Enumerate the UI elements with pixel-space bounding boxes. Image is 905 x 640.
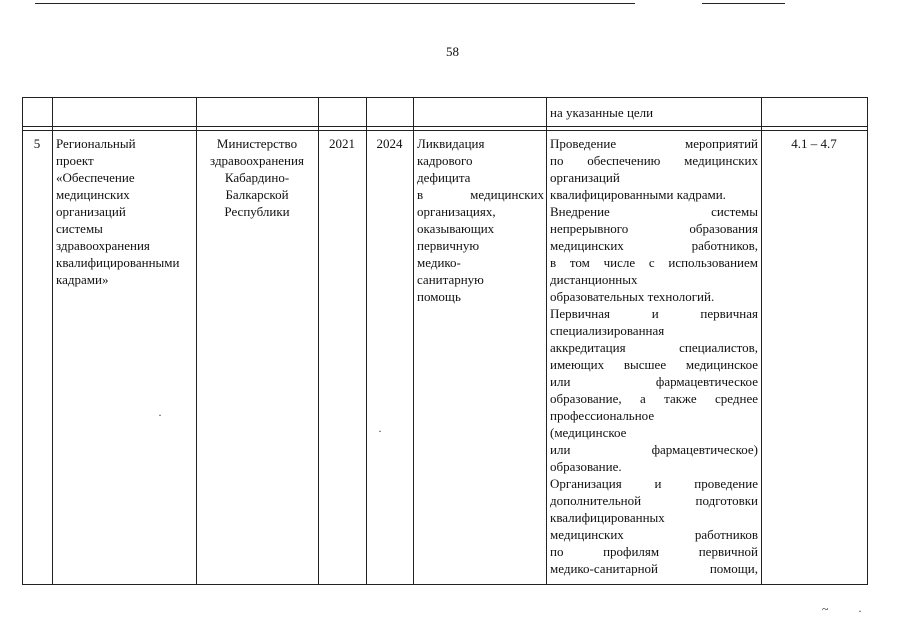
prev-row-measures-tail: на указанные цели <box>550 105 654 120</box>
text-line: помощь <box>417 289 461 304</box>
text-line: в том числе с использованием <box>550 255 758 270</box>
col-line <box>761 97 762 585</box>
table-border-bottom <box>22 584 868 585</box>
text-line: (медицинское <box>550 425 627 440</box>
start-year: 2021 <box>329 136 355 151</box>
col-line <box>867 97 868 585</box>
text-line: непрерывного образования <box>550 221 758 236</box>
text-line: кадрового <box>417 153 473 168</box>
text-line: медико- <box>417 255 461 270</box>
goal-text <box>417 135 544 305</box>
col-line <box>366 97 367 585</box>
scan-speck: ~ <box>822 602 829 616</box>
scan-speck: · <box>158 408 162 422</box>
page-number: 58 <box>446 44 459 59</box>
table-row-divider-inner <box>22 130 868 131</box>
text-line: аккредитация специалистов, <box>550 340 758 355</box>
text-line: «Обеспечение <box>56 170 135 185</box>
col-line <box>196 97 197 585</box>
table-border-top <box>22 97 868 98</box>
col-line <box>546 97 547 585</box>
text-line: проект <box>56 153 94 168</box>
row-number: 5 <box>33 136 41 151</box>
text-line: медицинских <box>56 187 130 202</box>
text-line: квалифицированными <box>56 255 180 270</box>
text-line: Кабардино- <box>224 170 290 185</box>
col-line <box>22 97 23 585</box>
text-line: медицинских работников, <box>550 238 758 253</box>
text-line: Первичная и первичная <box>550 306 758 321</box>
text-line: или фармацевтическое <box>550 374 758 389</box>
table-row-divider <box>22 126 868 127</box>
text-line: образовательных технологий. <box>550 289 715 304</box>
text-line: по профилям первичной <box>550 544 758 559</box>
project-name <box>56 135 194 288</box>
top-rule-left <box>35 3 635 4</box>
col-line <box>52 97 53 585</box>
text-line: системы <box>56 221 103 236</box>
text-line: медико-санитарной помощи, <box>550 561 758 576</box>
text-line: оказывающих <box>417 221 495 236</box>
responsible-executor <box>198 135 316 220</box>
text-line: имеющих высшее медицинское <box>550 357 758 372</box>
text-line: Республики <box>224 204 290 219</box>
col-line <box>413 97 414 585</box>
text-line: специализированная <box>550 323 665 338</box>
measures-text <box>550 135 758 577</box>
text-line: Проведение мероприятий <box>550 136 758 151</box>
text-line: дополнительной подготовки <box>550 493 758 508</box>
text-line: дефицита <box>417 170 471 185</box>
scan-speck: · <box>378 424 382 438</box>
text-line: санитарную <box>417 272 484 287</box>
text-line: организаций <box>550 170 620 185</box>
text-line: Ликвидация <box>417 136 485 151</box>
text-line: образование, а также среднее <box>550 391 758 406</box>
text-line: Министерство <box>216 136 298 151</box>
indicator-numbers: 4.1 – 4.7 <box>791 136 837 151</box>
text-line: профессиональное <box>550 408 655 423</box>
text-line: организаций <box>56 204 126 219</box>
text-line: Организация и проведение <box>550 476 758 491</box>
text-line: первичную <box>417 238 480 253</box>
text-line: образование. <box>550 459 622 474</box>
end-year: 2024 <box>376 136 403 151</box>
top-rule-right <box>702 3 785 4</box>
text-line: дистанционных <box>550 272 638 287</box>
text-line: квалифицированных <box>550 510 665 525</box>
text-line: кадрами» <box>56 272 109 287</box>
text-line: здравоохранения <box>56 238 150 253</box>
text-line: здравоохранения <box>210 153 304 168</box>
text-line: в медицинских <box>417 187 544 202</box>
text-line: Внедрение системы <box>550 204 758 219</box>
text-line: медицинских работников <box>550 527 758 542</box>
text-line: по обеспечению медицинских <box>550 153 758 168</box>
text-line: организациях, <box>417 204 496 219</box>
col-line <box>318 97 319 585</box>
text-line: или фармацевтическое) <box>550 442 758 457</box>
text-line: квалифицированными кадрами. <box>550 187 726 202</box>
text-line: Региональный <box>56 136 136 151</box>
text-line: Балкарской <box>225 187 289 202</box>
scan-speck: · <box>858 604 862 618</box>
